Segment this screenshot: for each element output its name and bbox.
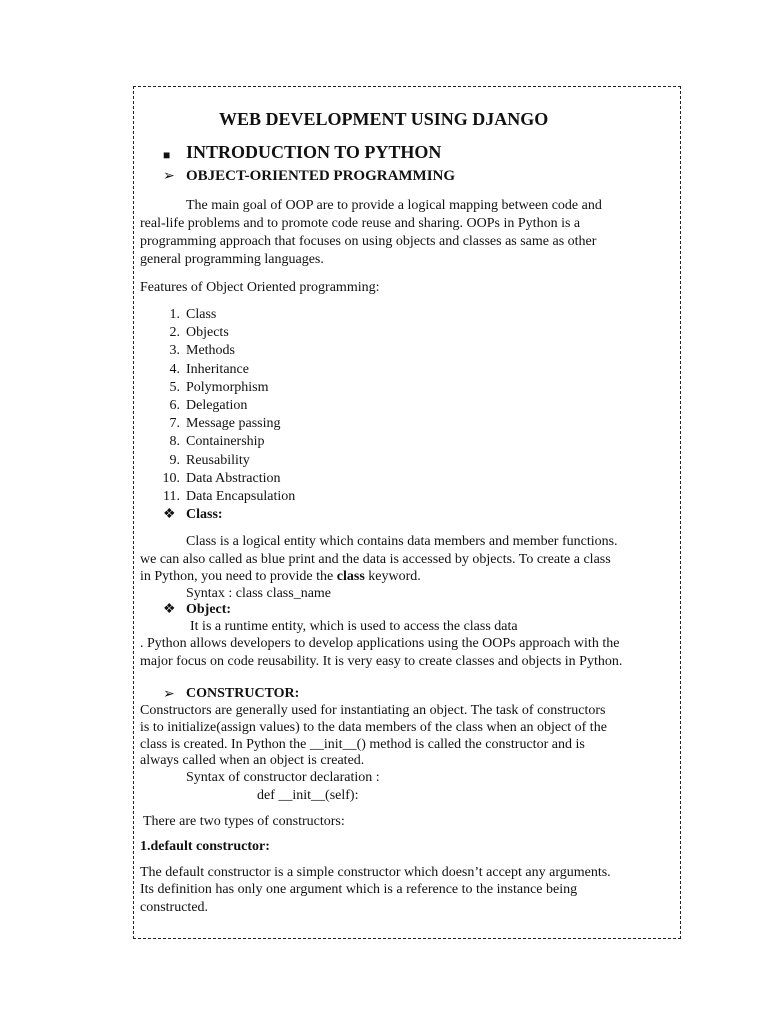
feature-number: 3.: [169, 343, 180, 359]
feature-item: [154, 379, 268, 397]
document-title: WEB DEVELOPMENT USING DJANGO: [219, 109, 549, 129]
constructor-para-line: class is created. In Python the __init__() method is called the constructor and is: [140, 737, 585, 752]
feature-number: 4.: [169, 361, 180, 377]
feature-item: [154, 306, 216, 324]
default-para-line: The default constructor is a simple constructor which doesn’t accept any arguments.: [140, 865, 611, 880]
constructor-para-line: Constructors are generally used for instantiating an object. The task of constructors: [140, 703, 606, 718]
object-para-line: It is a runtime entity, which is used to access the class data: [190, 619, 518, 634]
class-para-line: Class is a logical entity which contains data members and member functions.: [186, 534, 618, 549]
para1-line: general programming languages.: [140, 252, 324, 267]
feature-item: [154, 452, 250, 470]
feature-number: 6.: [169, 398, 180, 413]
feature-number: 9.: [169, 452, 180, 468]
class-para-line: we can also called as blue print and the data is accessed by objects. To create a class: [140, 552, 611, 567]
feature-label: Containership: [186, 434, 265, 450]
class-keyword: class: [336, 569, 365, 584]
feature-label: Class: [186, 307, 217, 322]
para1-line: programming approach that focuses on using objects and classes as same as other: [140, 234, 597, 249]
feature-item: [154, 433, 265, 451]
feature-label: Data Encapsulation: [186, 489, 296, 504]
feature-label: Data Abstraction: [186, 470, 281, 486]
feature-number: 2.: [169, 325, 180, 341]
constructor-syntax: def __init__(self):: [257, 788, 359, 803]
feature-item: [154, 470, 280, 488]
para1-line: The main goal of OOP are to provide a logical mapping between code and: [186, 198, 602, 213]
feature-label: Objects: [186, 325, 229, 341]
feature-number: 11.: [163, 489, 180, 504]
feature-number: 10.: [162, 470, 180, 486]
constructor-heading: CONSTRUCTOR:: [186, 686, 300, 701]
default-constructor-heading: 1.default constructor:: [140, 839, 270, 854]
class-para-line: in Python, you need to provide the class keyword.: [140, 569, 421, 584]
diamond-bullet-icon: ❖: [163, 602, 176, 617]
default-para-line: Its definition has only one argument which is a reference to the instance being: [140, 882, 578, 897]
default-para-line: constructed.: [140, 900, 209, 915]
feature-number: 7.: [169, 416, 180, 432]
para1-line: real-life problems and to promote code reuse and sharing. OOPs in Python is a: [140, 216, 581, 231]
feature-item: [154, 324, 229, 342]
feature-label: Delegation: [186, 398, 248, 413]
object-heading: Object:: [186, 602, 232, 617]
class-syntax: Syntax : class class_name: [186, 586, 332, 601]
feature-item: [154, 415, 281, 433]
section-heading: INTRODUCTION TO PYTHON: [186, 142, 442, 162]
diamond-bullet-icon: ❖: [163, 507, 176, 522]
arrow-bullet-icon: ➢: [163, 687, 175, 702]
feature-number: 1.: [169, 307, 180, 322]
square-bullet-icon: ■: [163, 148, 171, 162]
feature-label: Methods: [186, 343, 235, 359]
constructor-para-line: always called when an object is created.: [140, 753, 365, 768]
feature-item: [154, 361, 249, 379]
object-para-line: major focus on code reusability. It is very easy to create classes and objects in Python.: [140, 654, 623, 669]
subsection-heading: OBJECT-ORIENTED PROGRAMMING: [186, 168, 456, 184]
feature-label: Inheritance: [186, 361, 249, 377]
feature-item: [154, 397, 247, 415]
class-heading: Class:: [186, 507, 223, 522]
feature-label: Polymorphism: [186, 379, 269, 395]
object-para-line: . Python allows developers to develop applications using the OOPs approach with the: [140, 636, 620, 651]
constructor-para-line: is to initialize(assign values) to the data members of the class when an object of the: [140, 720, 607, 735]
feature-number: 8.: [169, 434, 180, 450]
feature-item: [154, 342, 235, 360]
features-intro: Features of Object Oriented programming:: [140, 280, 380, 295]
feature-label: Reusability: [186, 452, 250, 468]
feature-label: Message passing: [186, 416, 281, 432]
constructor-syntax-label: Syntax of constructor declaration :: [186, 770, 380, 785]
feature-number: 5.: [169, 379, 180, 395]
feature-item: [154, 488, 295, 506]
types-intro: There are two types of constructors:: [143, 814, 345, 829]
arrow-bullet-icon: ➢: [163, 169, 175, 184]
